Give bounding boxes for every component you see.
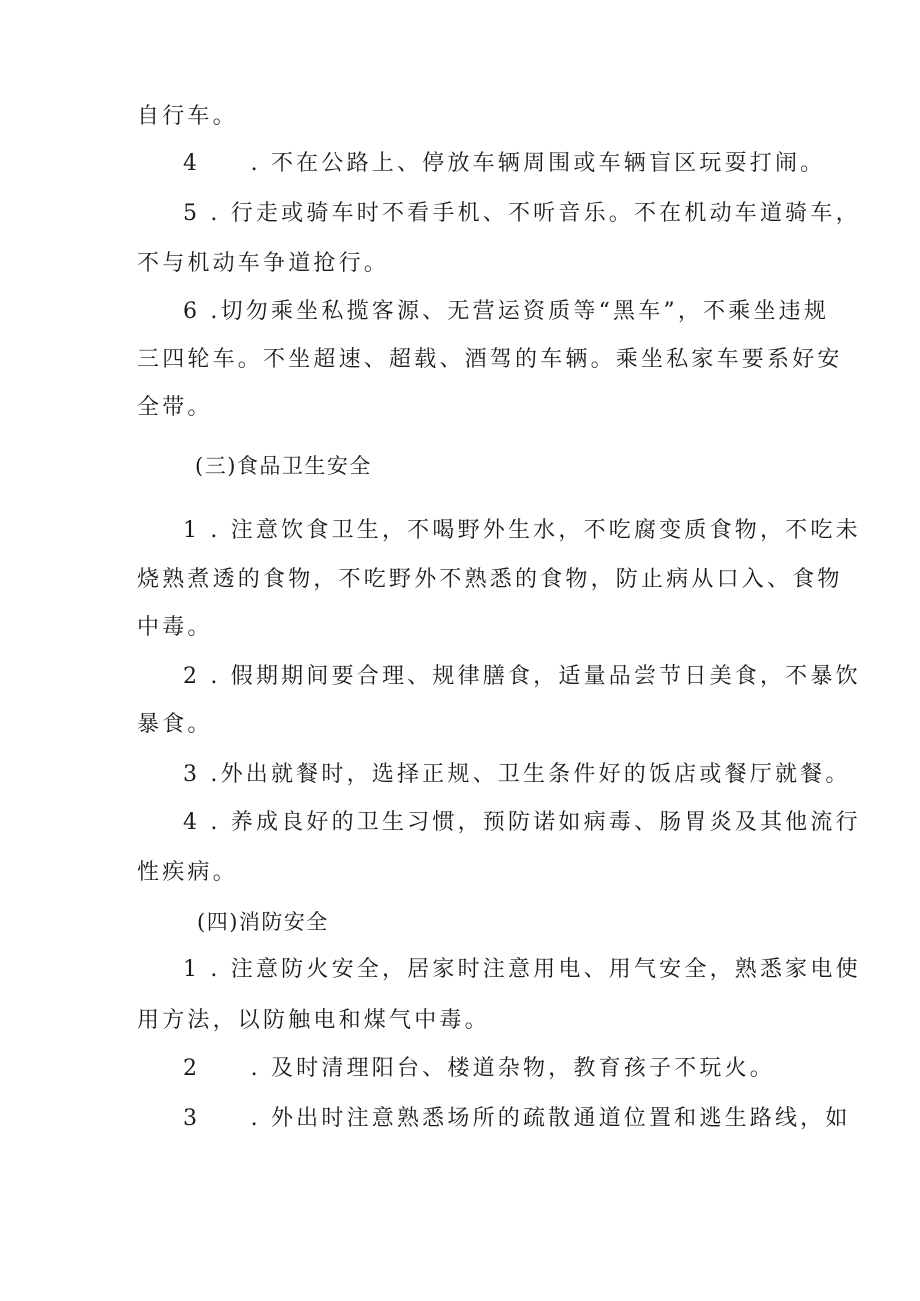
paragraph-line: 中毒。 bbox=[137, 615, 213, 640]
paragraph-line: 1 . 注意饮食卫生，不喝野外生水，不吃腐变质食物，不吃未 bbox=[183, 518, 861, 543]
paragraph-line: 自行车。 bbox=[137, 104, 238, 129]
paragraph-line: 5 . 行走或骑车时不看手机、不听音乐。不在机动车道骑车， bbox=[183, 201, 861, 226]
paragraph-line: 用方法，以防触电和煤气中毒。 bbox=[137, 1008, 490, 1033]
paragraph-line: 4 . 不在公路上、停放车辆周围或车辆盲区玩耍打闹。 bbox=[183, 151, 826, 176]
paragraph-line: 暴食。 bbox=[137, 712, 213, 737]
paragraph-line: 全带。 bbox=[137, 395, 213, 420]
paragraph-line: 性疾病。 bbox=[137, 860, 238, 885]
paragraph-line: 6 .切勿乘坐私揽客源、无营运资质等“黑车”，不乘坐违规 bbox=[183, 299, 830, 324]
section-heading: (三)食品卫生安全 bbox=[195, 454, 372, 478]
paragraph-line: 1 . 注意防火安全，居家时注意用电、用气安全，熟悉家电使 bbox=[183, 957, 861, 982]
paragraph-line: 不与机动车争道抢行。 bbox=[137, 251, 390, 276]
paragraph-line: 烧熟煮透的食物，不吃野外不熟悉的食物，防止病从口入、食物 bbox=[137, 567, 843, 592]
paragraph-line: 3 . 外出时注意熟悉场所的疏散通道位置和逃生路线，如 bbox=[183, 1106, 851, 1131]
paragraph-line: 三四轮车。不坐超速、超载、酒驾的车辆。乘坐私家车要系好安 bbox=[137, 347, 843, 372]
paragraph-line: 2 . 假期期间要合理、规律膳食，适量品尝节日美食，不暴饮 bbox=[183, 664, 861, 689]
paragraph-line: 3 .外出就餐时，选择正规、卫生条件好的饭店或餐厅就餐。 bbox=[183, 762, 851, 787]
paragraph-line: 4 . 养成良好的卫生习惯，预防诺如病毒、肠胃炎及其他流行 bbox=[183, 810, 861, 835]
paragraph-line: 2 . 及时清理阳台、楼道杂物，教育孩子不玩火。 bbox=[183, 1056, 775, 1081]
section-heading: (四)消防安全 bbox=[197, 910, 329, 934]
